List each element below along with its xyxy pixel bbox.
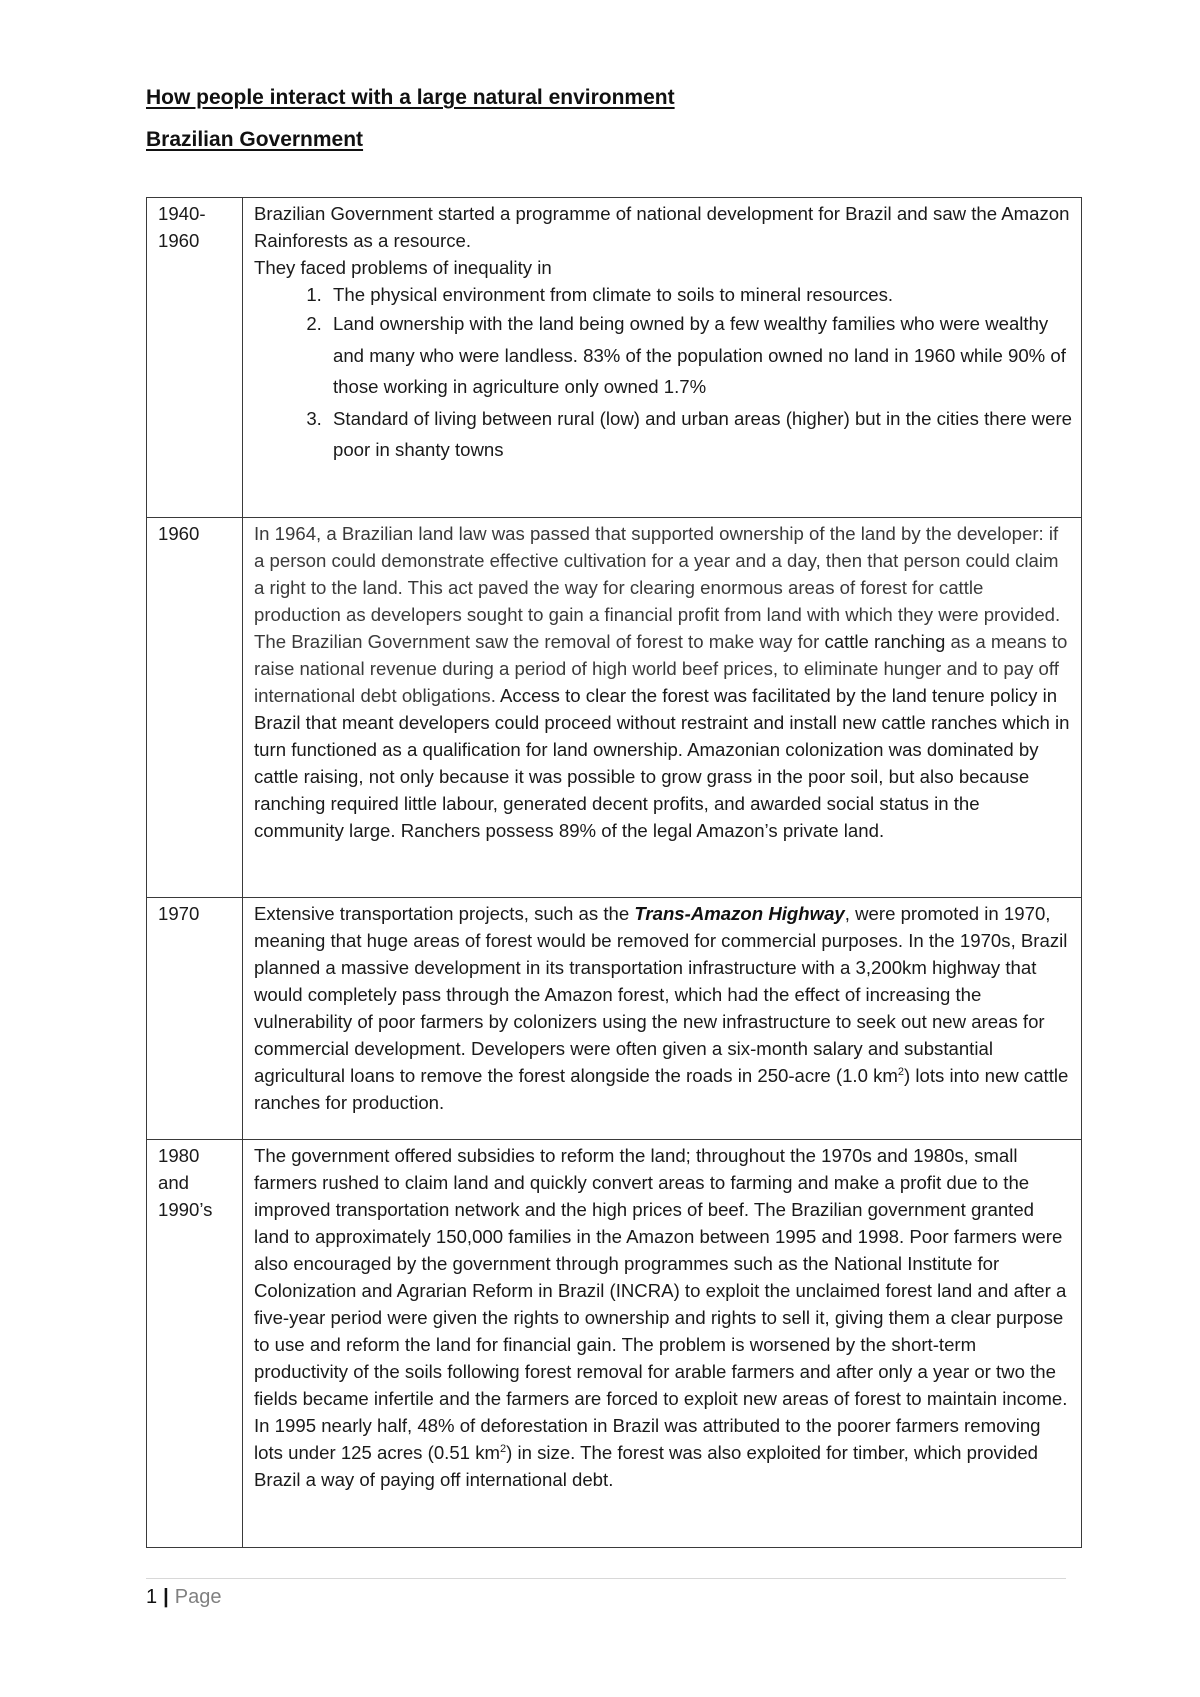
description-cell: [243, 518, 1082, 898]
text-run: ) in size. The forest was also exploited for timber, which provided Brazil a way of paying off international debt.: [254, 1442, 1039, 1490]
list-item: 2. Land ownership with the land being owned by a few wealthy families who were wealthy and many who were landless. 83% of the population owned no land in 1960 while 90% of those working in agriculture only owned 1.7%: [327, 308, 1073, 403]
timeline-table: [146, 197, 1082, 1548]
text-run: In 1964, a Brazilian land law was passed that supported ownership of the land by the developer: if a person could demonstrate effective cultivation for a year and a day, then that person could claim a right to the land. This act paved the way for clearing enormous areas of forest for cattle production as developers sought to gain a financial profit from land with which they were provided. The Brazilian Government saw the removal of forest to make way for: [254, 523, 1061, 652]
description-cell: [243, 898, 1082, 1140]
document-subtitle: Brazilian Government: [146, 128, 364, 151]
list-item: 3. Standard of living between rural (low) and urban areas (higher) but in the cities there were poor in shanty towns: [327, 403, 1073, 466]
text-run: , were promoted in 1970, meaning that huge areas of forest would be removed for commercial purposes. In the 1970s, Brazil planned a massive development in its transportation infrastructure with a 3,200km highway that would completely pass through the Amazon forest, which had the effect of increasing the vulnerability of poor farmers by colonizers using the new infrastructure to seek out new areas for commercial development. Developers were often given a six-month salary and substantial agricultural loans to remove the forest alongside the roads in 250-acre (1.0 km: [254, 903, 1068, 1086]
numbered-list: [254, 281, 1073, 466]
period-cell: 1970: [147, 898, 243, 1140]
table-row: [147, 1140, 1082, 1548]
highway-name: Trans-Amazon Highway: [634, 903, 845, 924]
document-title: How people interact with a large natural environment: [146, 86, 675, 109]
table-row: [147, 518, 1082, 898]
page-label: Page: [174, 1586, 222, 1608]
table-row: [147, 898, 1082, 1140]
text-run: as a means to raise national revenue during a period of high world beef prices, to eliminate hunger and to pay off international debt obligations.: [254, 631, 1068, 706]
period-line: 1980: [158, 1145, 200, 1166]
list-item: 1. The physical environment from climate to soils to mineral resources.: [327, 281, 1073, 308]
period-cell: 1960: [147, 518, 243, 898]
text-run: The government offered subsidies to reform the land; throughout the 1970s and 1980s, small farmers rushed to claim land and quickly convert areas to farming and make a profit due to the improved transportation network and the high prices of beef. The Brazilian government granted land to approximately 150,000 families in the Amazon between 1995 and 1998. Poor farmers were also encouraged by the government through programmes such as the National Institute for Colonization and Agrarian Reform in Brazil (INCRA) to exploit the unclaimed forest land and after a five-year period were given the rights to ownership and rights to sell it, giving them a clear purpose to use and reform the land for financial gain. The problem is worsened by the short-term productivity of the soils following forest removal for arable farmers and after only a year or two the fields became infertile and the farmers are forced to exploit new areas of forest to maintain income. In 1995 nearly half, 48% of deforestation in Brazil was attributed to the poorer farmers removing lots under 125 acres (0.51 km: [254, 1145, 1068, 1463]
paragraph: Brazilian Government started a programme of national development for Brazil and saw the Amazon Rainforests as a resource.: [254, 203, 1070, 251]
period-cell: 1940-1960: [147, 198, 243, 518]
page-footer: [146, 1586, 221, 1609]
superscript: 2: [897, 1065, 905, 1078]
description-cell: [243, 198, 1082, 518]
period-line: and: [158, 1172, 190, 1193]
footer-divider: [146, 1578, 1066, 1579]
paragraph: They faced problems of inequality in: [254, 257, 552, 278]
description-cell: [243, 1140, 1082, 1548]
text-run: cattle ranching: [824, 631, 946, 652]
footer-separator: |: [163, 1586, 169, 1608]
page-number: 1: [146, 1586, 158, 1608]
table-row: [147, 198, 1082, 518]
superscript: 2: [499, 1442, 507, 1455]
period-line: 1990’s: [158, 1199, 213, 1220]
text-run: ) lots into new cattle ranches for production.: [254, 1065, 1069, 1113]
text-run: Extensive transportation projects, such as the: [254, 903, 635, 924]
period-cell: [147, 1140, 243, 1548]
text-run: Access to clear the forest was facilitated by the land tenure policy in Brazil that meant developers could proceed without restraint and install new cattle ranches which in turn functioned as a qualification for land ownership. Amazonian colonization was dominated by cattle raising, not only because it was possible to grow grass in the poor soil, but also because ranching required little labour, generated decent profits, and awarded social status in the community large. Ranchers possess 89% of the legal Amazon’s private land.: [254, 685, 1070, 841]
